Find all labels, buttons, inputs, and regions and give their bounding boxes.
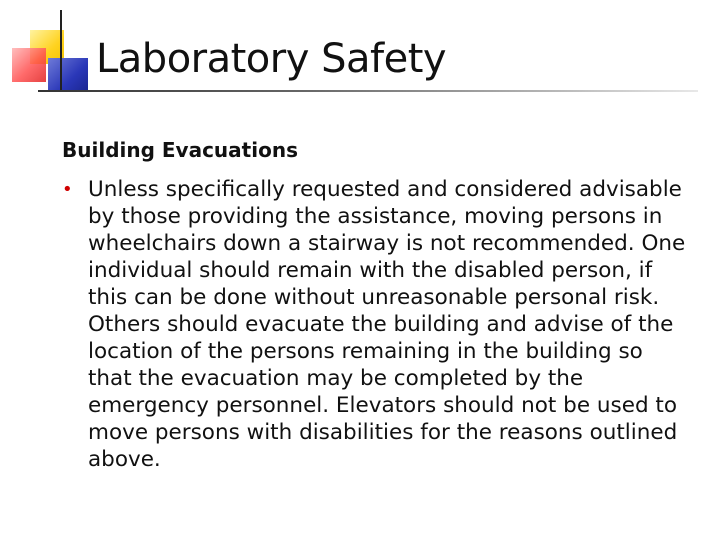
bullet-list	[60, 176, 690, 473]
logo-blue-square	[48, 58, 88, 92]
slide-logo-decoration	[0, 0, 100, 100]
bullet-text: Unless specifically requested and considered advisable by those providing the assistance, moving persons in wheelchairs down a stairway is not recommended. One individual should remain with the disabled person, if this can be done without unreasonable personal risk. Others should evacuate the building and advise of the location of the persons remaining in the building so that the evacuation may be completed by the emergency personnel. Elevators should not be used to move persons with disabilities for the reasons outlined above.	[88, 177, 686, 472]
slide-title: Laboratory Safety	[96, 36, 447, 82]
bullet-item	[60, 176, 690, 473]
title-underline	[38, 90, 698, 92]
logo-vertical-line	[60, 10, 62, 92]
logo-red-square	[12, 48, 46, 82]
slide-subtitle: Building Evacuations	[62, 138, 298, 162]
bullet-icon: •	[62, 179, 73, 200]
